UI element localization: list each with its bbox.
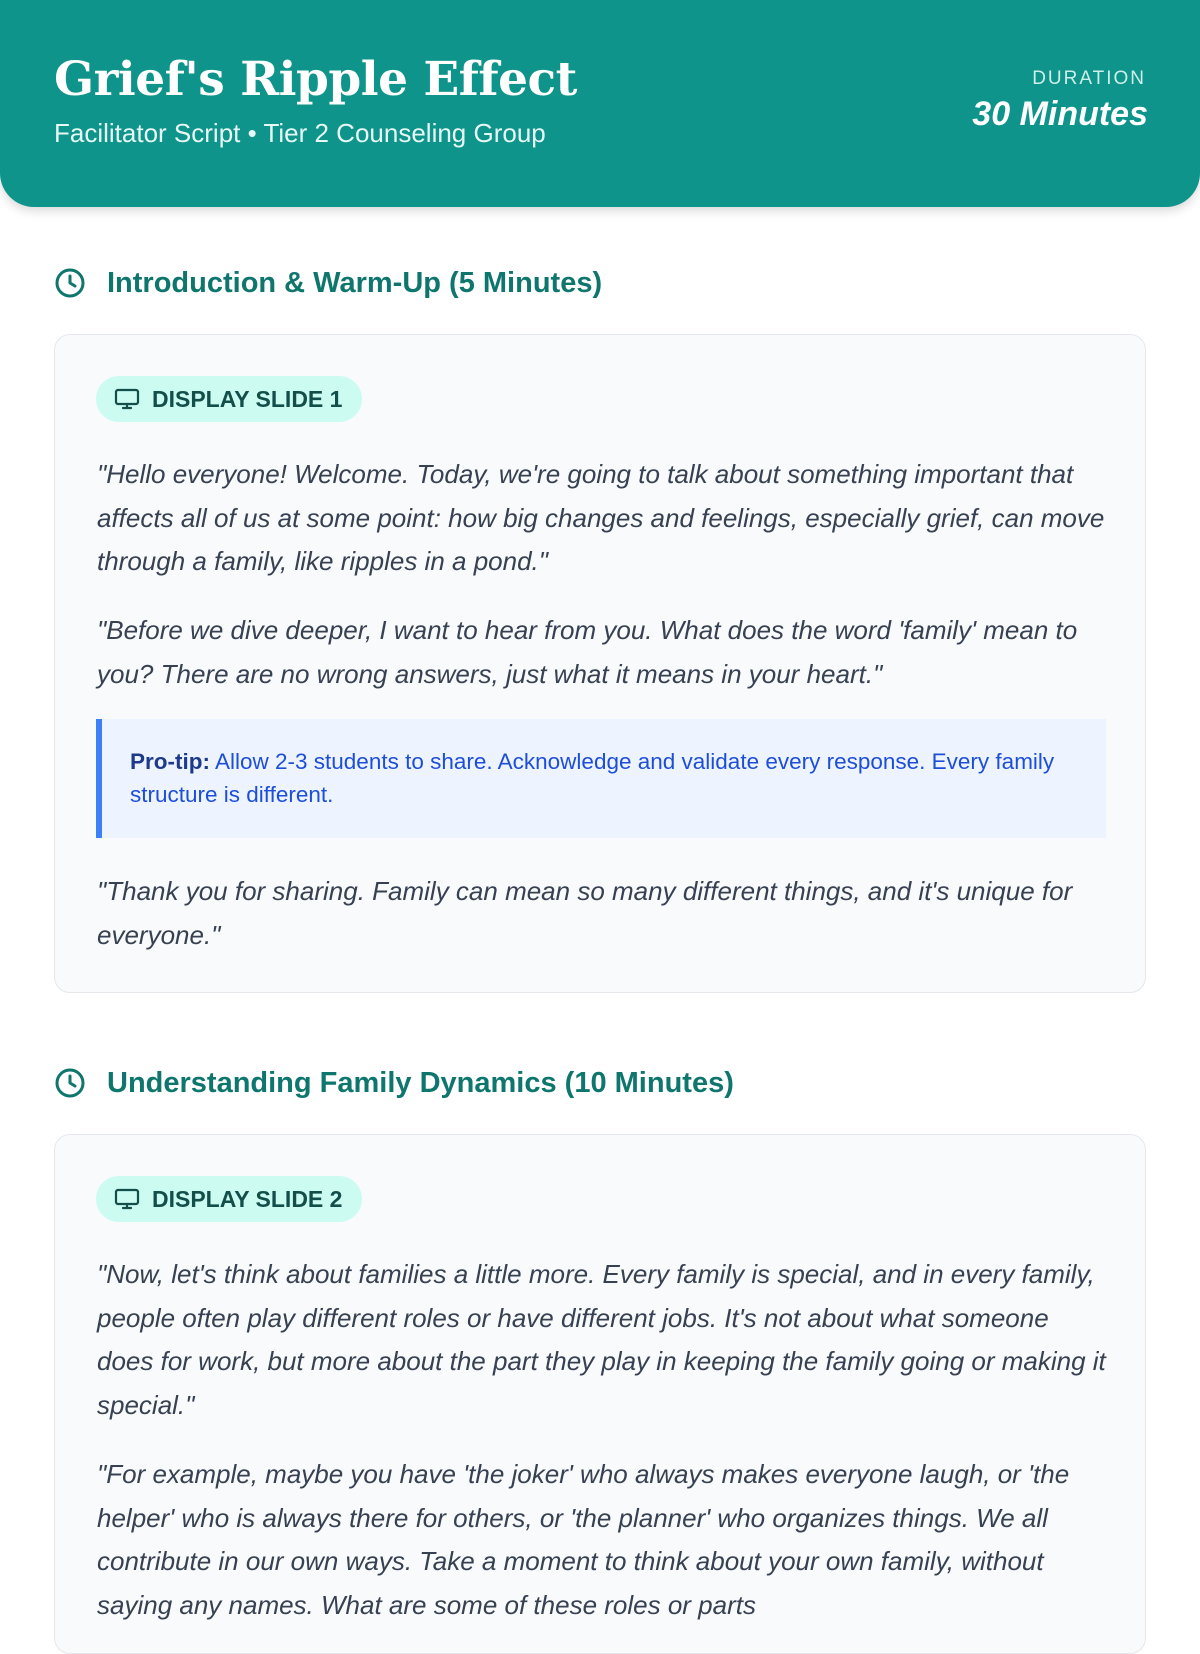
clock-icon (54, 267, 86, 299)
page-header (0, 0, 1200, 207)
script-quote: "Hello everyone! Welcome. Today, we're going to talk about something important that affects all of us at some point: how big changes and feelings, especially grief, can move through a family, like ripples in a pond." (97, 459, 1105, 576)
badge-label: DISPLAY SLIDE 1 (152, 385, 343, 412)
duration-value: 30 Minutes (972, 95, 1148, 133)
pro-tip-callout (96, 719, 1106, 838)
duration-label: DURATION (1032, 68, 1146, 89)
script-quote: "Now, let's think about families a little more. Every family is special, and in every family, people often play different roles or have different jobs. It's not about what someone does for work, but more about the part they play in keeping the family going or making it special." (97, 1259, 1106, 1420)
script-quote: "Thank you for sharing. Family can mean so many different things, and it's unique for everyone." (97, 876, 1073, 950)
script-quote: "Before we dive deeper, I want to hear from you. What does the word 'family' mean to you? There are no wrong answers, just what it means in your heart." (97, 615, 1078, 689)
script-card (54, 334, 1146, 993)
display-slide-badge (96, 376, 362, 422)
page-subtitle: Facilitator Script • Tier 2 Counseling Group (54, 118, 546, 148)
clock-icon (54, 1067, 86, 1099)
script-quote: "For example, maybe you have 'the joker' who always makes everyone laugh, or 'the helper' who is always there for others, or 'the planner' who organizes things. We all contribute in our own ways. Take a moment to think about your own family, without saying any names. What are some of these roles or parts (97, 1459, 1070, 1620)
pro-tip-label: Pro-tip: (130, 749, 210, 774)
script-card (54, 1134, 1146, 1654)
page-title: Grief's Ripple Effect (54, 52, 577, 107)
section-heading (54, 263, 602, 303)
section-title: Introduction & Warm-Up (5 Minutes) (107, 266, 603, 299)
monitor-icon (114, 1188, 140, 1210)
monitor-icon (114, 388, 140, 410)
section-title: Understanding Family Dynamics (10 Minutes) (107, 1066, 734, 1099)
display-slide-badge (96, 1176, 362, 1222)
badge-label: DISPLAY SLIDE 2 (152, 1185, 343, 1212)
pro-tip-text: Allow 2-3 students to share. Acknowledge and validate every response. Every family structure is different. (130, 749, 1055, 807)
section-heading (54, 1063, 734, 1103)
